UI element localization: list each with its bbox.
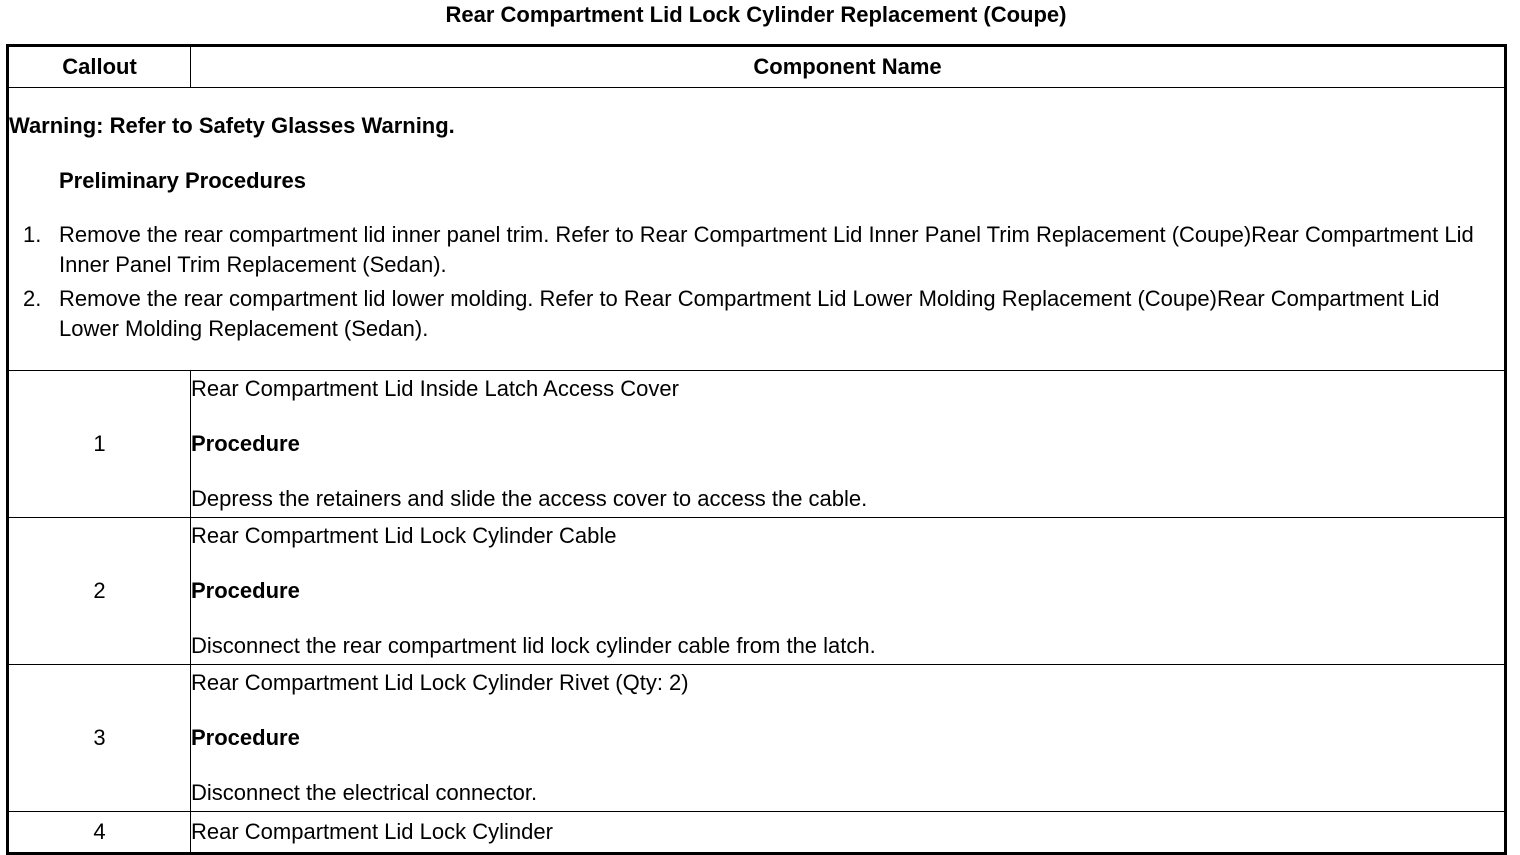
step-text: Remove the rear compartment lid lower molding. Refer to Rear Compartment Lid Lower Molding Replacement (Coupe)Rear Compartment Lid Lower Molding Replacement (Sedan).	[59, 285, 1440, 341]
procedure-text: Disconnect the electrical connector.	[191, 780, 538, 805]
component-name: Rear Compartment Lid Lock Cylinder Cable	[191, 523, 617, 548]
callout-column-header: Callout	[8, 46, 191, 88]
callout-number: 3	[8, 665, 191, 812]
step-number: 2.	[23, 285, 42, 311]
preliminary-row	[8, 88, 1506, 371]
table-row	[8, 812, 1506, 854]
preliminary-cell	[8, 88, 1506, 371]
callout-number: 4	[8, 812, 191, 854]
component-name: Rear Compartment Lid Lock Cylinder	[191, 812, 1506, 854]
preliminary-procedures-heading: Preliminary Procedures	[59, 167, 307, 193]
procedure-heading: Procedure	[191, 725, 300, 750]
safety-warning: Warning: Refer to Safety Glasses Warning.	[9, 112, 455, 138]
procedure-text: Disconnect the rear compartment lid lock cylinder cable from the latch.	[191, 633, 876, 658]
component-name: Rear Compartment Lid Inside Latch Access Cover	[191, 376, 679, 401]
procedure-text: Depress the retainers and slide the access cover to access the cable.	[191, 486, 868, 511]
preliminary-step	[9, 284, 1504, 344]
component-name-column-header: Component Name	[191, 46, 1506, 88]
preliminary-step	[9, 220, 1504, 280]
table-row	[8, 665, 1506, 812]
callout-number: 1	[8, 371, 191, 518]
step-text: Remove the rear compartment lid inner panel trim. Refer to Rear Compartment Lid Inner Panel Trim Replacement (Coupe)Rear Compartment Lid Inner Panel Trim Replacement (Sedan).	[59, 221, 1474, 277]
component-name: Rear Compartment Lid Lock Cylinder Rivet (Qty: 2)	[191, 670, 689, 695]
table-row	[8, 518, 1506, 665]
component-cell	[191, 371, 1506, 518]
step-number: 1.	[23, 221, 42, 247]
component-cell	[191, 665, 1506, 812]
component-cell	[191, 518, 1506, 665]
procedure-heading: Procedure	[191, 431, 300, 456]
procedure-table	[6, 44, 1507, 855]
table-header-row	[8, 46, 1506, 88]
preliminary-steps-list	[9, 220, 1504, 344]
callout-number: 2	[8, 518, 191, 665]
procedure-heading: Procedure	[191, 578, 300, 603]
table-row	[8, 371, 1506, 518]
document-title: Rear Compartment Lid Lock Cylinder Replacement (Coupe)	[445, 2, 1067, 27]
